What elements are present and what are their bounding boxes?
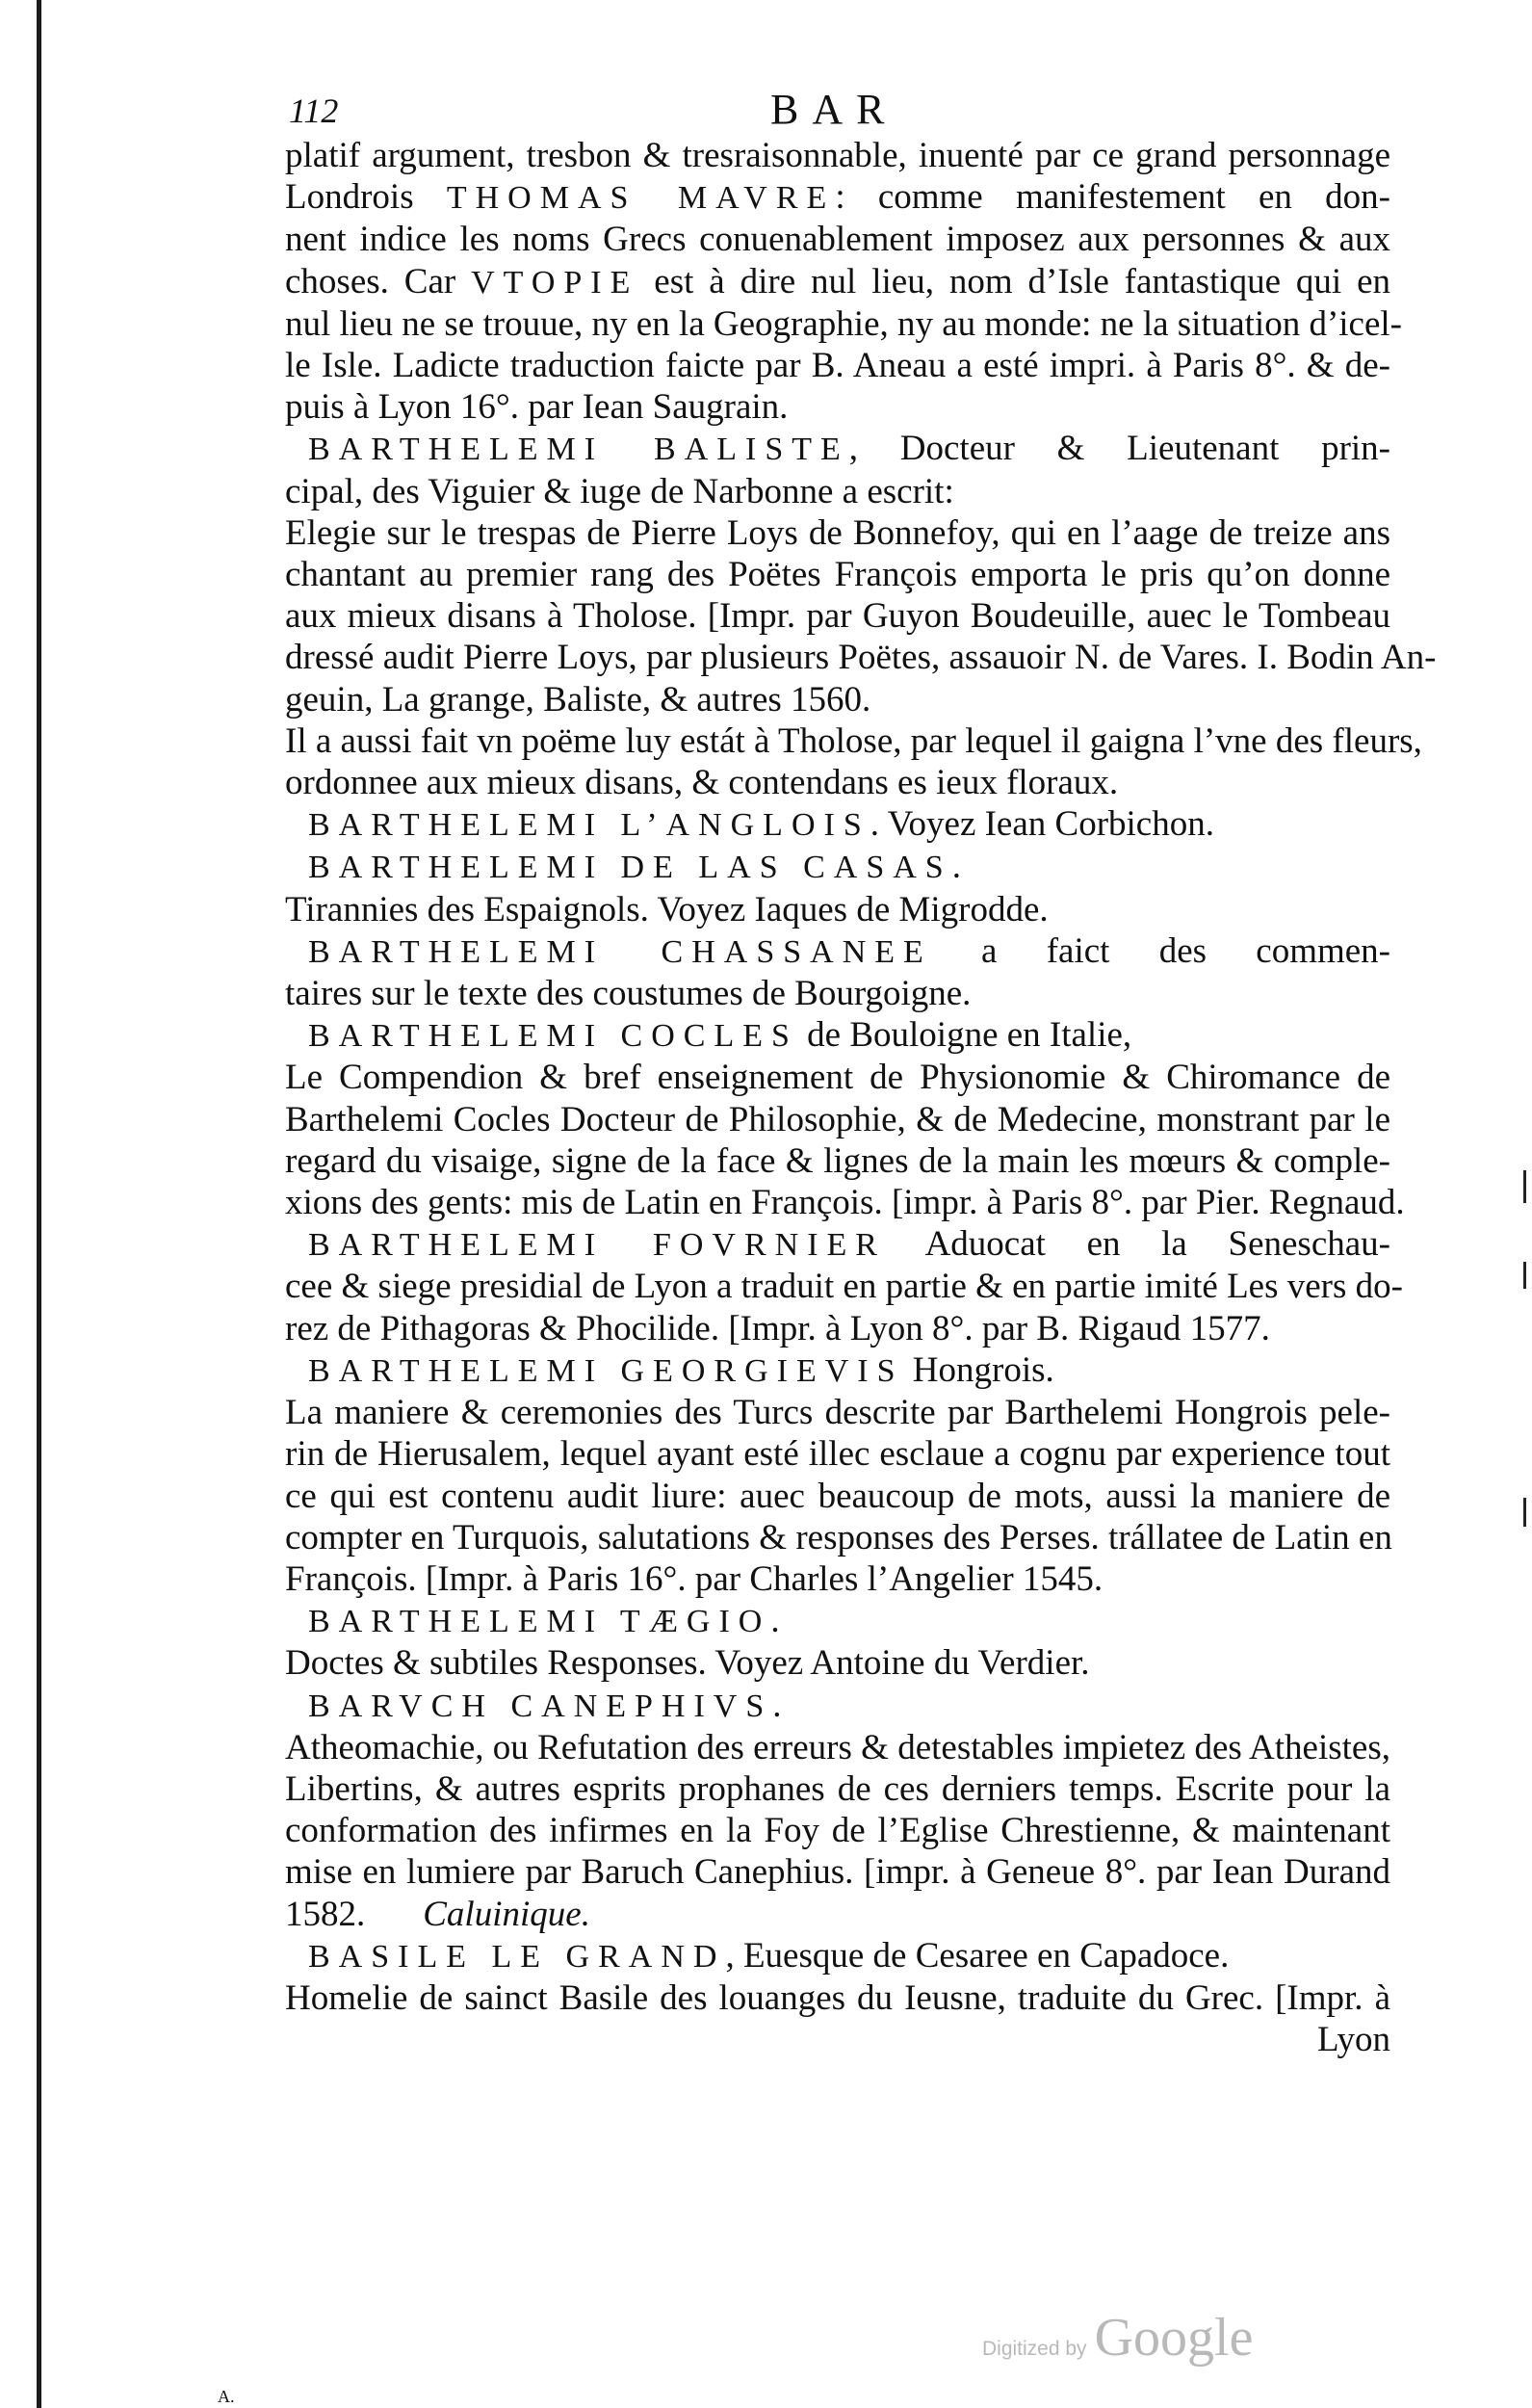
text-run: Hongrois. — [903, 1349, 1054, 1390]
body-text — [285, 135, 1437, 2060]
text-line — [285, 176, 1390, 219]
text-line: aux mieux disans à Tholose. [Impr. par Guyon Boudeuille, auec le Tombeau — [285, 596, 1390, 637]
text-line: ordonnee aux mieux disans, & contendans es ieux floraux. — [285, 763, 1119, 803]
author-name: BARVCH CANEPHIVS — [308, 1688, 773, 1724]
text-line: platif argument, tresbon & tresraisonnable, inuenté par ce grand personnage — [285, 136, 1390, 175]
text-line: cipal, des Viguier & iuge de Narbonne a escrit: — [285, 471, 954, 511]
text-line: Libertins, & autres esprits prophanes de ces derniers temps. Escrite pour la — [285, 1768, 1390, 1809]
text-line: conformation des infirmes en la Foy de l’Eglise Chrestienne, & maintenant — [285, 1811, 1390, 1851]
entry-heading — [285, 1685, 1390, 1727]
page-right-edge-mark — [1523, 1170, 1526, 1203]
author-name: BARTHELEMI BALISTE — [308, 432, 849, 468]
entry-heading — [285, 846, 1390, 888]
text-run: 1582. — [285, 1894, 366, 1934]
author-name: BARTHELEMI GEORGIEVIS — [308, 1352, 904, 1389]
text-run: choses. Car — [285, 261, 472, 301]
text-line: taires sur le texte des coustumes de Bourgoigne. — [285, 974, 972, 1014]
text-line: dressé audit Pierre Loys, par plusieurs Poëtes, assauoir N. de Vares. I. Bodin An- — [285, 638, 1437, 678]
text-line: nul lieu ne se trouue, ny en la Geographie, ny au monde: ne la situation d’icel- — [285, 303, 1403, 344]
entry-heading — [285, 428, 1390, 470]
text-line: Elegie sur le trespas de Pierre Loys de Bonnefoy, qui en l’aage de treize ans — [285, 512, 1390, 553]
entry-heading — [285, 1223, 1390, 1266]
text-line — [285, 1894, 1390, 1935]
text-line: nent indice les noms Grecs conuenablement imposez aux personnes & aux — [285, 220, 1390, 260]
text-line: puis à Lyon 16°. par Iean Saugrain. — [285, 387, 789, 428]
google-logo: Google — [1094, 2308, 1254, 2368]
entry-heading — [285, 1935, 1390, 1977]
entry-heading — [285, 803, 1390, 846]
text-line: Barthelemi Cocles Docteur de Philosophie, & de Medecine, monstrant par le — [285, 1099, 1390, 1139]
running-head: BAR — [770, 86, 898, 133]
text-run: est à dire nul lieu, nom d’Isle fantastique qui en — [638, 261, 1390, 301]
watermark-small-text: Digitized by — [982, 2338, 1087, 2360]
text-run: a faict des commen- — [931, 930, 1390, 971]
text-line — [285, 261, 1390, 303]
text-run: , Docteur & Lieutenant prin- — [848, 429, 1390, 469]
text-run: , Euesque de Cesaree en Capadoce. — [725, 1935, 1230, 1976]
text-run: Londrois — [285, 177, 447, 218]
entry-heading — [285, 930, 1390, 973]
text-line: François. [Impr. à Paris 16°. par Charles l’Angelier 1545. — [285, 1558, 1104, 1599]
text-run: Aduocat en la Seneschau- — [885, 1224, 1390, 1265]
text-run: de Bouloigne en Italie, — [797, 1015, 1132, 1056]
author-name: BASILE LE GRAND — [308, 1938, 726, 1975]
author-name: BARTHELEMI CHASSANEE — [308, 933, 932, 970]
signature-mark: A. — [218, 2387, 235, 2406]
text-line: Le Compendion & bref enseignement de Physionomie & Chiromance de — [285, 1058, 1390, 1098]
text-line: Homelie de sainct Basile des louanges du Ieusne, traduite du Grec. [Impr. à — [285, 1977, 1390, 2018]
text-line: Doctes & subtiles Responses. Voyez Antoine du Verdier. — [285, 1643, 1090, 1684]
text-run: . Voyez Iean Corbichon. — [870, 804, 1214, 845]
author-name: BARTHELEMI DE LAS CASAS — [308, 850, 952, 886]
text-run: . — [772, 1685, 782, 1725]
marginal-note: Caluinique. — [423, 1894, 590, 1934]
author-name: BARTHELEMI COCLES — [308, 1018, 798, 1055]
text-line: xions des gents: mis de Latin en François. [impr. à Paris 8°. par Pier. Regnaud. — [285, 1183, 1405, 1223]
author-name: BARTHELEMI FOVRNIER — [308, 1227, 886, 1264]
book-title-word: VTOPIE — [471, 264, 639, 301]
text-line: La maniere & ceremonies des Turcs descrite par Barthelemi Hongrois pele- — [285, 1393, 1390, 1433]
catchword: Lyon — [1316, 2020, 1390, 2060]
text-line: rez de Pithagoras & Phocilide. [Impr. à Lyon 8°. par B. Rigaud 1577. — [285, 1308, 1270, 1348]
text-line: mise en lumiere par Baruch Canephius. [impr. à Geneue 8°. par Iean Durand — [285, 1852, 1390, 1893]
page-number: 112 — [289, 92, 339, 130]
text-run: . — [951, 847, 961, 887]
text-line: geuin, La grange, Baliste, & autres 1560. — [285, 679, 871, 720]
text-line: compter en Turquois, salutations & responses des Perses. trállatee de Latin en — [285, 1517, 1392, 1557]
text-line: ce qui est contenu audit liure: auec beaucoup de mots, aussi la maniere de — [285, 1476, 1390, 1516]
entry-heading — [285, 1600, 1390, 1642]
text-line: Tirannies des Espaignols. Voyez Iaques de Migrodde. — [285, 889, 1049, 929]
text-line: Il a aussi fait vn poëme luy estát à Tholose, par lequel il gaigna l’vne des fleurs, — [285, 720, 1422, 761]
text-line: cee & siege presidial de Lyon a traduit en partie & en partie imité Les vers do- — [285, 1267, 1403, 1307]
entry-heading — [285, 1014, 1390, 1057]
page-right-edge-mark — [1523, 1498, 1526, 1527]
text-line: rin de Hierusalem, lequel ayant esté illec esclaue a cognu par experience tout — [285, 1434, 1390, 1475]
page-header — [289, 85, 1387, 143]
text-run: : comme manifestement en don- — [835, 177, 1390, 218]
text-line: chantant au premier rang des Poëtes François emporta le pris qu’on donne — [285, 555, 1390, 595]
entry-heading — [285, 1349, 1390, 1392]
text-line: le Isle. Ladicte traduction faicte par B. Aneau a esté impri. à Paris 8°. & de- — [285, 346, 1390, 386]
author-name: BARTHELEMI L’ANGLOIS — [308, 807, 870, 844]
digitized-watermark — [982, 2307, 1254, 2368]
page-left-edge — [37, 0, 41, 2408]
text-line: regard du visaige, signe de la face & lignes de la main les mœurs & comple- — [285, 1140, 1390, 1181]
author-name: BARTHELEMI TÆGIO — [308, 1604, 771, 1640]
text-line: Atheomachie, ou Refutation des erreurs & detestables impietez des Atheistes, — [285, 1727, 1390, 1767]
author-name: THOMAS MAVRE — [446, 180, 836, 217]
text-run: . — [770, 1601, 780, 1641]
page-right-edge-mark — [1523, 1262, 1526, 1289]
